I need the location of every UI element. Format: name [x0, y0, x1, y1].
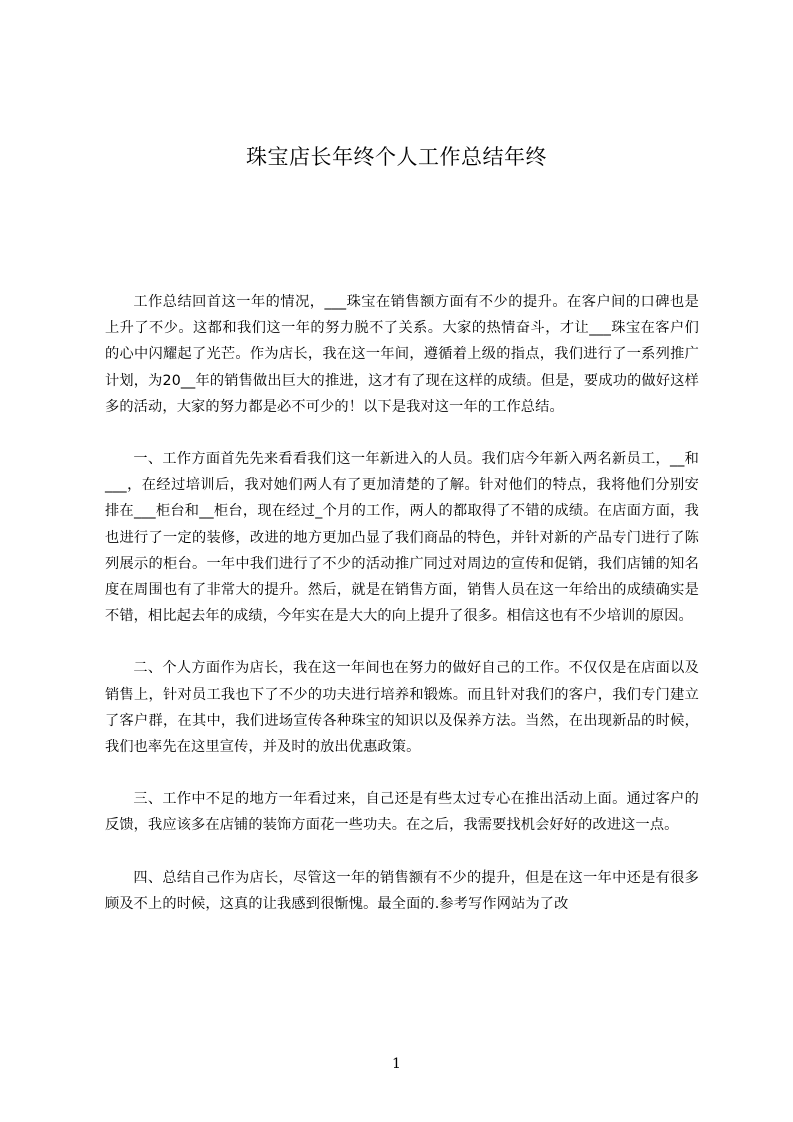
document-body	[105, 289, 699, 943]
paragraph-intro: 工作总结回首这一年的情况，___珠宝在销售额方面有不少的提升。在客户间的口碑也是上升了不少。这都和我们这一年的努力脱不了关系。大家的热情奋斗，才让___珠宝在客户们的心中闪耀起了光芒。作为店长，我在这一年间，遵循着上级的指点，我们进行了一系列推广计划，为20__年的销售做出巨大的推进，这才有了现在这样的成绩。但是，要成功的做好这样多的活动，大家的努力都是必不可少的！以下是我对这一年的工作总结。	[105, 294, 699, 415]
document-title: 珠宝店长年终个人工作总结年终	[246, 145, 547, 169]
paragraph-personal-aspect: 二、个人方面作为店长，我在这一年间也在努力的做好自己的工作。不仅仅是在店面以及销售上，针对员工我也下了不少的功夫进行培养和锻炼。而且针对我们的客户，我们专门建立了客户群，在其中，我们进场宣传各种珠宝的知识以及保养方法。当然，在出现新品的时候，我们也率先在这里宣传，并及时的放出优惠政策。	[105, 660, 699, 756]
page-number: 1	[392, 1056, 401, 1072]
paragraph-summary: 四、总结自己作为店长，尽管这一年的销售额有不少的提升，但是在这一年中还是有很多顾及不上的时候，这真的让我感到很惭愧。最全面的.参考写作网站为了改	[105, 869, 699, 912]
paragraph-work-aspect: 一、工作方面首先先来看看我们这一年新进入的人员。我们店今年新入两名新员工，__和___，在经过培训后，我对她们两人有了更加清楚的了解。针对他们的特点，我将他们分别安排在___柜台和__柜台，现在经过_个月的工作，两人的都取得了不错的成绩。在店面方面，我也进行了一定的装修，改进的地方更加凸显了我们商品的特色，并针对新的产品专门进行了陈列展示的柜台。一年中我们进行了不少的活动推广同过对周边的宣传和促销，我们店铺的知名度在周围也有了非常大的提升。然后，就是在销售方面，销售人员在这一年给出的成绩确实是不错，相比起去年的成绩，今年实在是大大的向上提升了很多。相信这也有不少培训的原因。	[105, 451, 699, 625]
paragraph-shortcomings: 三、工作中不足的地方一年看过来，自己还是有些太过专心在推出活动上面。通过客户的反馈，我应该多在店铺的装饰方面花一些功夫。在之后，我需要找机会好好的改进这一点。	[105, 791, 699, 834]
